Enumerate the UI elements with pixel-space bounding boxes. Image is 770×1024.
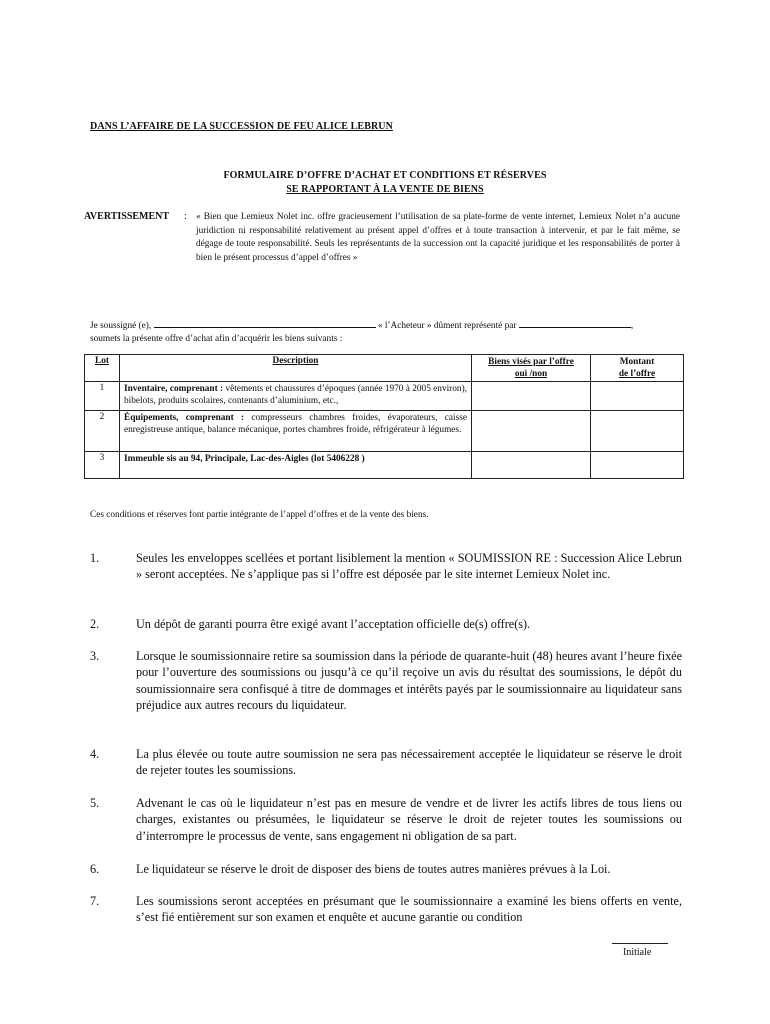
montant-cell[interactable] (591, 382, 684, 411)
buyer-name-field[interactable] (154, 318, 376, 328)
clause-number: 7. (90, 894, 100, 908)
undersigned-statement (90, 318, 686, 346)
clause-number: 2. (90, 617, 100, 631)
warning-colon: : (184, 211, 187, 222)
undersigned-part1: Je soussigné (e), (90, 321, 152, 331)
form-title-line2: SE RAPPORTANT À LA VENTE DE BIENS (286, 184, 484, 195)
initial-label: Initiale (623, 947, 652, 958)
form-title-line1: FORMULAIRE D’OFFRE D’ACHAT ET CONDITIONS ET RÉSERVES (223, 170, 547, 181)
clause-number: 4. (90, 747, 100, 761)
header-montant-line1: Montant (619, 357, 655, 367)
case-title: DANS L’AFFAIRE DE LA SUCCESSION DE FEU ALICE LEBRUN (90, 121, 393, 132)
warning-label: AVERTISSEMENT (84, 211, 170, 222)
clause-text: La plus élevée ou toute autre soumission ne sera pas nécessairement acceptée le liquidateur se réserve le droit de rejeter toutes les soumissions. (136, 747, 682, 778)
lots-table (84, 354, 684, 479)
header-description: Description (120, 355, 472, 382)
clause-number: 5. (90, 796, 100, 810)
lot-text: vêtements et chaussures d’époques (année 1970 à 2005 environ), bibelots, produits scolaires, contenants d’aluminium, etc., (124, 384, 467, 406)
clause-text: Advenant le cas où le liquidateur n’est pas en mesure de vendre et de livrer les actifs libres de tous liens ou charges, existantes ou présumées, le liquidateur se réserve le droit de rejeter toutes les soumissions ou d’interrompre le processus de vente, sans engagement ni obligation de sa part. (136, 796, 682, 843)
header-lot: Lot (85, 355, 120, 382)
clause-number: 3. (90, 649, 100, 663)
clause-text: Les soumissions seront acceptées en présumant que le soumissionnaire a examiné les biens offerts en vente, s’est fié entièrement sur son examen et enquête et aucune garantie ou condition (136, 894, 682, 925)
biens-cell[interactable] (472, 411, 591, 452)
montant-cell[interactable] (591, 411, 684, 452)
representative-field[interactable] (519, 318, 631, 328)
undersigned-part2: « l’Acheteur » dûment représenté par (377, 321, 517, 331)
montant-cell[interactable] (591, 452, 684, 479)
table-header-row (85, 355, 684, 382)
lot-number: 3 (85, 452, 120, 479)
conditions-note: Ces conditions et réserves font partie intégrante de l’appel d’offres et de la vente des biens. (90, 510, 429, 520)
clause-number: 1. (90, 551, 100, 565)
header-montant-line2: de l’offre (618, 369, 656, 379)
table-row (85, 382, 684, 411)
lot-description (120, 382, 472, 411)
lot-label: Équipements, comprenant : (124, 413, 245, 423)
biens-cell[interactable] (472, 382, 591, 411)
clause-text: Un dépôt de garanti pourra être exigé avant l’acceptation officielle de(s) offre(s). (136, 617, 531, 631)
undersigned-part3: , (630, 321, 634, 331)
table-row (85, 452, 684, 479)
clause-text: Le liquidateur se réserve le droit de disposer des biens de toutes autres manières prévues à la Loi. (136, 862, 611, 876)
undersigned-line2: soumets la présente offre d’achat afin d’acquérir les biens suivants : (90, 334, 343, 344)
header-biens-line1: Biens visés par l’offre (488, 357, 574, 367)
header-biens-line2: oui /non (514, 369, 548, 379)
lot-label: Immeuble sis au 94, Principale, Lac-des-Aigles (lot 5406228 ) (124, 454, 365, 464)
clause-text: Lorsque le soumissionnaire retire sa soumission dans la période de quarante-huit (48) heures avant l’heure fixée pour l’ouverture des soumissions ou jusqu’à ce qu’il reçoive un avis du résultat des soumissions, le dépôt du soumissionnaire sera confisqué à titre de dommages et intérêts payés par le soumissionnaire au liquidateur sans préjudice aux autres recours du liquidateur. (136, 649, 682, 713)
header-biens (472, 355, 591, 382)
header-montant (591, 355, 684, 382)
warning-text: « Bien que Lemieux Nolet inc. offre gracieusement l’utilisation de sa plate-forme de vente internet, Lemieux Nolet n’a aucune juridiction ni responsabilité relativement au présent appel d’offres et à toute transaction à intervenir, et par le fait même, se dégage de toute responsabilité. Seuls les représentants de la succession ont la capacité juridique et les responsabilités de porter à bien le présent processus d’appel d’offres » (196, 212, 680, 263)
clause-number: 6. (90, 862, 100, 876)
lot-label: Inventaire, comprenant : (124, 384, 224, 394)
lot-number: 2 (85, 411, 120, 452)
lot-text: compresseurs chambres froides, évaporateurs, caisse enregistreuse antique, balance mécanique, portes chambres froide, réfrigérateur à légumes. (124, 413, 467, 435)
lot-description (120, 452, 472, 479)
clause-text: Seules les enveloppes scellées et portant lisiblement la mention « SOUMISSION RE : Succession Alice Lebrun » seront acceptées. Ne s’applique pas si l’offre est déposée par le site internet Lemieux Nolet inc. (136, 551, 682, 582)
lot-number: 1 (85, 382, 120, 411)
initial-signature-line[interactable] (612, 943, 668, 944)
biens-cell[interactable] (472, 452, 591, 479)
lot-description (120, 411, 472, 452)
table-row (85, 411, 684, 452)
